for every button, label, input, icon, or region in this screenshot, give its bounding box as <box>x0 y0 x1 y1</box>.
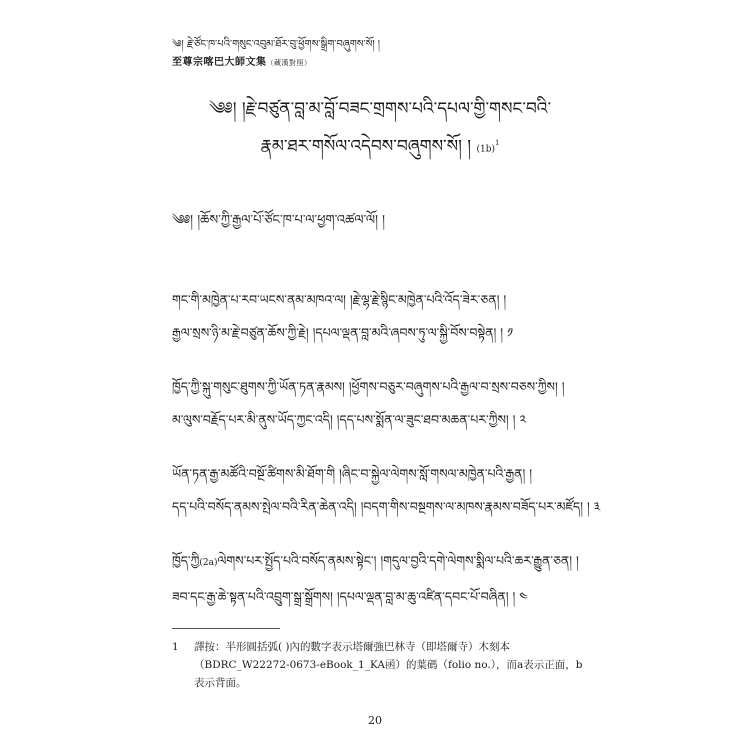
inline-folio: (2a) <box>199 558 218 568</box>
footnote <box>172 638 584 692</box>
verse-line-text: ཟབ་དང་རྒྱ་ཆེ་སྟན་པའི་འབྲུག་སྒྲ་སྒྲོགས། །དཔལ་ལྡན་བླ་མ་ཆུ་འཛིན་དབང་པོ་བཞིན། ། <box>172 589 516 604</box>
section-subtitle: ༄༅། །ཆོས་ཀྱི་རྒྱལ་པོ་ཙོང་ཁ་པ་ལ་ཕྱག་འཚལ་ལོ། ། <box>172 213 385 228</box>
verse-line: གང་གི་མཁྱེན་པ་རབ་ཡངས་ནམ་མཁའ་ལ། །རྗེ་ལྷ་རྗེ་སྙིང་མཁྱེན་པའི་འོད་ཟེར་ཅན། ། <box>172 292 507 307</box>
verse-line: ཁྱོད་ཀྱི་སྐུ་གསུང་ཐུགས་ཀྱི་ཡོན་ཏན་རྣམས། །ཕྱོགས་བཅུར་བཞུགས་པའི་རྒྱལ་བ་སྲས་བཅས་ཀྱིས། ། <box>172 379 565 394</box>
running-head-chinese-subtitle: （藏漢對照） <box>266 59 312 67</box>
page-number: 20 <box>368 714 382 727</box>
verse-line <box>172 490 601 523</box>
verse-line <box>172 316 582 349</box>
stanza-number: ༣ <box>593 499 601 514</box>
running-head-chinese <box>172 56 380 70</box>
verse-line <box>172 580 582 613</box>
running-head-chinese-title: 至尊宗喀巴大師文集 <box>172 57 267 68</box>
verse-line <box>172 403 582 436</box>
stanza <box>172 283 582 349</box>
stanza-number: ༡ <box>507 325 514 340</box>
stanza <box>172 370 582 436</box>
verse-line-text: དད་པའི་བསོད་ནམས་སྤེལ་བའི་རིན་ཆེན་འདི། །བདག་གིས་བསྔགས་ལ་མཁས་རྣམས་བཟོད་པར་མཛོད། ། <box>172 499 590 514</box>
verse-body <box>172 283 601 634</box>
main-title-line-2-text: རྣམ་ཐར་གསོལ་འདེབས་བཞུགས་སོ། ། <box>260 136 472 157</box>
footnote-number: 1 <box>172 641 179 653</box>
footnote-rule <box>172 628 280 629</box>
verse-line <box>172 544 582 580</box>
verse-line-text: ལེགས་པར་སྤྱོད་པའི་བསོད་ནམས་སྟེང་། །གདུལ་བྱའི་དགེ་ལེགས་སྨིལ་པའི་ཆར་རྒྱུན་ཅན། ། <box>217 553 579 568</box>
title-folio: (1b) <box>476 144 495 155</box>
main-title <box>180 92 580 167</box>
stanza <box>172 544 582 613</box>
stanza-number: ༤ <box>519 589 528 604</box>
verse-line-text: མ་ལུས་བརྗོད་པར་མི་ནུས་ཡོད་ཀྱང་འདི། །དད་པས་སྨོན་ལ་ཟུང་ཐབ་མཆན་པར་ཀྱིས། ། <box>172 412 516 427</box>
verse-line: ཡོན་ཏན་རྒྱ་མཚོའི་བསྔོ་ཚིགས་མི་ཐོག་གི །ཞིང་བ་སྐྱེལ་ལེགས་སློ་གསལ་མཁྱེན་པའི་རྒྱན། ། <box>172 466 533 481</box>
stanza-number: ༢ <box>519 412 526 427</box>
verse-line-text: རྒྱལ་སྲས་ཉི་མ་རྗེ་བཙུན་ཆོས་ཀྱི་རྗེ། །དཔལ་ལྡན་བླ་མའི་ཞབས་ཏུ་ལ་སྐྱི་བོས་བསྟེན། ། <box>172 325 504 340</box>
main-title-line-2 <box>180 126 580 167</box>
running-head <box>172 38 380 70</box>
verse-line-text: ཁྱོད་ཀྱི <box>172 553 200 568</box>
main-title-line-1: ༄༅། །རྗེ་བཙུན་བླ་མ་བློ་བཟང་གྲགས་པའི་དཔལ་གྱི་གསང་བའི་ <box>208 99 552 119</box>
stanza <box>172 457 601 523</box>
running-head-tibetan: ༄། རྗེ་ཙོང་ཁ་པའི་གསུང་འབུམ་ཐོར་བུ་ཕྱོགས་སྒྲིག་བཞུགས་སོ། ། <box>172 39 381 50</box>
footnote-ref[interactable]: 1 <box>494 139 500 147</box>
footnote-text: 譯按：半形圓括弧( )內的數字表示塔爾強巴林寺（即塔爾寺）木刻本（BDRC_W22272-0673-eBook_1_KA函）的葉碼（folio no.），而a表示正面，b表示背面。 <box>194 641 583 689</box>
